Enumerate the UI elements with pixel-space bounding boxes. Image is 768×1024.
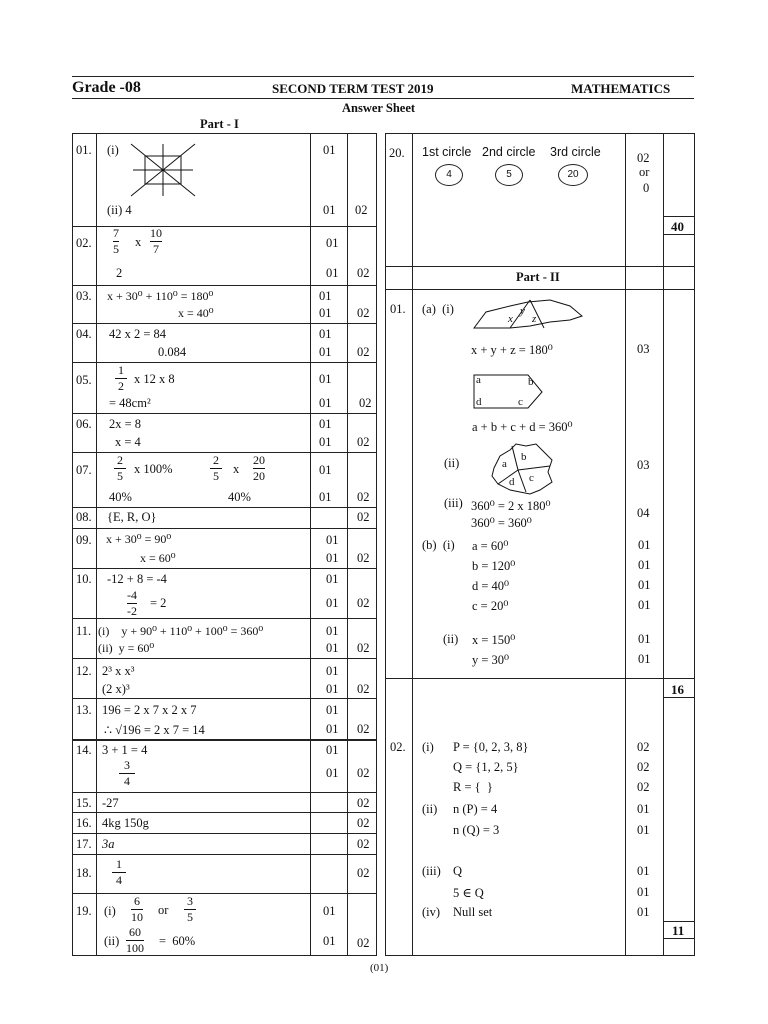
p2-q02-mark-2: 02 — [637, 760, 650, 774]
q18-fraction: 1 4 — [112, 858, 126, 887]
q01-number: 01. — [76, 143, 92, 157]
q09-line2: x = 60⁰ — [140, 551, 176, 565]
q09-number: 09. — [76, 533, 92, 547]
q03-total: 02 — [357, 306, 370, 320]
q09-mark-1: 01 — [326, 533, 339, 547]
q04-line1: 42 x 2 = 84 — [109, 327, 167, 341]
q05-mark-2: 01 — [319, 396, 332, 410]
q05-line2: = 48cm² — [109, 396, 151, 410]
angle-y: y — [520, 305, 525, 317]
q11-number: 11. — [76, 624, 92, 638]
eq-triangle-sum: x + y + z = 180⁰ — [471, 343, 553, 357]
q17-total: 02 — [357, 837, 370, 851]
part1-label: Part - I — [200, 117, 239, 131]
q12-total: 02 — [357, 682, 370, 696]
q09-total: 02 — [357, 551, 370, 565]
part2-label: Part - II — [516, 270, 560, 284]
q02-fraction-a: 7 5 — [113, 226, 119, 256]
q11-total: 02 — [357, 641, 370, 655]
q03-line2: x = 40⁰ — [178, 306, 214, 320]
p2-q02-part-ii: (ii) — [422, 802, 438, 816]
q06-line1: 2x = 8 — [109, 417, 142, 431]
q10-total: 02 — [357, 596, 370, 610]
b-mark-3: 01 — [638, 578, 651, 592]
q07-answer-2: 40% — [228, 490, 251, 504]
q02-number: 02. — [76, 236, 92, 250]
n-q: n (Q) = 3 — [453, 823, 500, 837]
q02-mark-1: 01 — [326, 236, 339, 250]
total-box-top — [663, 216, 694, 217]
q19-percent: = 60% — [159, 934, 196, 948]
p2-q02-part-i: (i) — [422, 740, 434, 754]
q19-fraction-2: 3 5 — [184, 895, 196, 924]
p2-q02-mark-4: 01 — [637, 802, 650, 816]
row-sep — [72, 833, 376, 834]
right-table-col-mark — [625, 133, 626, 956]
q03-mark-2: 01 — [319, 306, 332, 320]
part2-header-bottom — [385, 289, 694, 290]
q19-or: or — [158, 903, 169, 917]
q04-mark-1: 01 — [319, 327, 332, 341]
torn-angle-d: d — [509, 476, 515, 488]
q01-part-ii: (ii) 4 — [107, 203, 132, 217]
q07-total: 02 — [357, 490, 370, 504]
q04-line2: 0.084 — [158, 345, 187, 359]
q02-mark-2: 01 — [326, 266, 339, 280]
q05-fraction: 1 2 — [115, 364, 127, 393]
right-table-border-right — [694, 133, 695, 956]
q20-circle-2: 5 — [495, 164, 523, 186]
q06-mark-1: 01 — [319, 417, 332, 431]
right-table-border-left — [385, 133, 386, 956]
header-bottom-rule — [72, 98, 694, 99]
p2-q02-number: 02. — [390, 740, 406, 754]
p2-q01-bottom-rule — [385, 678, 694, 679]
torn-angle-b: b — [521, 451, 527, 463]
q03-line1: x + 30⁰ + 110⁰ = 180⁰ — [107, 289, 214, 303]
q19-mark-2: 01 — [323, 934, 336, 948]
left-table-top — [72, 133, 376, 134]
row-sep — [72, 618, 376, 619]
q20-mark-or: or — [639, 165, 650, 179]
q19-total: 02 — [357, 936, 370, 950]
torn-angle-a: a — [502, 458, 507, 470]
torn-angle-c: c — [529, 472, 534, 484]
q07-text-1: x 100% — [134, 462, 173, 476]
grade-label: Grade -08 — [72, 79, 141, 96]
quad-angle-d: d — [476, 396, 482, 408]
q01-part-i: (i) — [107, 143, 119, 157]
row-sep — [72, 739, 376, 741]
row-sep — [72, 568, 376, 569]
q15-number: 15. — [76, 796, 92, 810]
q11-line1: (i) y + 90⁰ + 110⁰ + 100⁰ = 360⁰ — [98, 624, 264, 638]
q05-total: 02 — [359, 396, 372, 410]
b-angle-x: x = 150⁰ — [472, 633, 516, 647]
angle-x: x — [508, 313, 513, 325]
p2-q01-mark-3: 04 — [637, 506, 650, 520]
eq-angle-proof-1: 360⁰ = 2 x 180⁰ — [471, 499, 551, 513]
q02-fraction-b: 10 7 — [150, 226, 162, 256]
quad-angle-a: a — [476, 374, 481, 386]
row-sep — [72, 413, 376, 414]
q13-line2: ∴ √196 = 2 x 7 = 14 — [104, 723, 205, 737]
b-mark-6: 01 — [638, 652, 651, 666]
right-table-top — [385, 133, 694, 134]
q14-mark-1: 01 — [326, 743, 339, 757]
p2-q02-mark-3: 02 — [637, 780, 650, 794]
q15-total: 02 — [357, 796, 370, 810]
q12-mark-2: 01 — [326, 682, 339, 696]
q16-answer: 4kg 150g — [102, 816, 149, 830]
q07-times: x — [233, 462, 240, 476]
torn-quadrilateral-diagram — [486, 440, 558, 498]
header-top-rule — [72, 76, 694, 77]
q20-third-circle-label: 3rd circle — [550, 145, 601, 159]
b-mark-2: 01 — [638, 558, 651, 572]
q04-number: 04. — [76, 327, 92, 341]
row-sep — [72, 893, 376, 894]
answer-q: Q — [453, 864, 463, 878]
q08-number: 08. — [76, 510, 92, 524]
b-angle-d: d = 40⁰ — [472, 579, 510, 593]
p2-q01-part-iii: (iii) — [444, 496, 463, 510]
q01-mark-ii: 01 — [323, 203, 336, 217]
q11-mark-1: 01 — [326, 624, 339, 638]
angle-z: z — [532, 313, 537, 325]
p2-q02-part-iv: (iv) — [422, 905, 441, 919]
q20-circle-1: 4 — [435, 164, 463, 186]
p2-q02-mark-1: 02 — [637, 740, 650, 754]
row-sep — [72, 812, 376, 813]
left-table-border-right — [376, 133, 377, 956]
q11-line2: (ii) y = 60⁰ — [98, 641, 155, 655]
b-mark-4: 01 — [638, 598, 651, 612]
p2-q01-b-i: (b) (i) — [422, 538, 455, 552]
q07-fraction-3: 20 20 — [253, 453, 265, 483]
q16-total: 02 — [357, 816, 370, 830]
p2-q02-total: 11 — [672, 923, 685, 938]
q07-answer-1: 40% — [109, 490, 132, 504]
q17-answer: 3a — [102, 837, 115, 851]
q13-mark-1: 01 — [326, 703, 339, 717]
element-of-q: 5 ∈ Q — [453, 886, 484, 900]
q14-number: 14. — [76, 743, 92, 757]
q05-line1: x 12 x 8 — [134, 372, 175, 386]
q13-mark-2: 01 — [326, 722, 339, 736]
q17-number: 17. — [76, 837, 92, 851]
q08-answer: {E, R, O} — [107, 510, 157, 524]
row-sep — [72, 507, 376, 508]
p2-q01-mark-2: 03 — [637, 458, 650, 472]
q14-fraction: 3 4 — [119, 759, 135, 788]
b-angle-c: c = 20⁰ — [472, 599, 509, 613]
b-angle-a: a = 60⁰ — [472, 539, 509, 553]
row-sep — [72, 792, 376, 793]
q07-mark-1: 01 — [319, 463, 332, 477]
quad-angle-b: b — [528, 376, 534, 388]
set-q: Q = {1, 2, 5} — [453, 760, 519, 774]
q12-mark-1: 01 — [326, 664, 339, 678]
q02-times: x — [135, 235, 142, 249]
p2-q02-total-box-top — [663, 921, 694, 922]
q20-first-circle-label: 1st circle — [422, 145, 472, 159]
q03-number: 03. — [76, 289, 92, 303]
q06-mark-2: 01 — [319, 435, 332, 449]
q06-total: 02 — [357, 435, 370, 449]
q02-answer: 2 — [116, 266, 123, 280]
q12-line1: 2³ x x³ — [102, 664, 135, 678]
q07-fraction-2: 2 5 — [210, 454, 222, 483]
q01-mark-i: 01 — [323, 143, 336, 157]
q07-number: 07. — [76, 463, 92, 477]
null-set: Null set — [453, 905, 493, 919]
q01-lines-of-symmetry-diagram — [127, 142, 199, 198]
eq-angle-proof-2: 360⁰ = 360⁰ — [471, 516, 532, 530]
q14-mark-2: 01 — [326, 766, 339, 780]
q06-number: 06. — [76, 417, 92, 431]
q20-number: 20. — [389, 146, 405, 160]
q09-line1: x + 30⁰ = 90⁰ — [106, 532, 172, 546]
q01-total: 02 — [355, 203, 368, 217]
row-sep — [72, 528, 376, 529]
left-table-bottom — [72, 955, 376, 956]
q14-line1: 3 + 1 = 4 — [102, 743, 148, 757]
b-mark-1: 01 — [638, 538, 651, 552]
row-sep — [72, 658, 376, 659]
row-sep — [72, 285, 376, 286]
q13-number: 13. — [76, 703, 92, 717]
q18-total: 02 — [357, 866, 370, 880]
p2-q02-mark-6: 01 — [637, 864, 650, 878]
right-table-col-total — [663, 133, 664, 956]
row-sep — [72, 323, 376, 324]
q11-mark-2: 01 — [326, 641, 339, 655]
triangle-diagram — [470, 296, 590, 332]
part1-total: 40 — [671, 219, 684, 234]
test-title: SECOND TERM TEST 2019 — [272, 81, 434, 96]
quad-angle-c: c — [518, 396, 523, 408]
q16-number: 16. — [76, 816, 92, 830]
q05-mark-1: 01 — [319, 372, 332, 386]
q05-number: 05. — [76, 373, 92, 387]
part2-header-top — [385, 266, 694, 267]
q18-number: 18. — [76, 866, 92, 880]
row-sep — [72, 854, 376, 855]
q19-fraction-1: 6 10 — [131, 894, 143, 924]
eq-quad-sum: a + b + c + d = 360⁰ — [472, 420, 573, 434]
p2-q01-b-ii: (ii) — [443, 632, 459, 646]
q03-mark-1: 01 — [319, 289, 332, 303]
q07-mark-2: 01 — [319, 490, 332, 504]
row-sep — [72, 698, 376, 699]
p2-q02-mark-7: 01 — [637, 885, 650, 899]
q04-total: 02 — [357, 345, 370, 359]
q20-mark: 02 — [637, 151, 650, 165]
q06-line2: x = 4 — [115, 435, 141, 449]
q04-mark-2: 01 — [319, 345, 332, 359]
p2-q02-mark-8: 01 — [637, 905, 650, 919]
answer-sheet-label: Answer Sheet — [342, 101, 416, 115]
p2-q01-total: 16 — [671, 682, 684, 697]
q10-line2: = 2 — [150, 596, 167, 610]
page-number: (01) — [370, 962, 389, 974]
p2-q01-number: 01. — [390, 302, 406, 316]
q10-mark-2: 01 — [326, 596, 339, 610]
q20-mark-zero: 0 — [643, 181, 650, 195]
q09-mark-2: 01 — [326, 551, 339, 565]
b-angle-b: b = 120⁰ — [472, 559, 516, 573]
p2-q02-mark-5: 01 — [637, 823, 650, 837]
n-p: n (P) = 4 — [453, 802, 498, 816]
right-table-col-num — [412, 133, 413, 956]
q12-number: 12. — [76, 664, 92, 678]
q13-total: 02 — [357, 722, 370, 736]
set-r: R = { } — [453, 780, 493, 794]
right-table-bottom — [385, 955, 694, 956]
q10-number: 10. — [76, 572, 92, 586]
q02-total: 02 — [357, 266, 370, 280]
q10-mark-1: 01 — [326, 572, 339, 586]
q19-part-ii: (ii) — [104, 934, 120, 948]
p2-q01-mark-1: 03 — [637, 342, 650, 356]
p2-q01-a-i: (a) (i) — [422, 302, 454, 316]
set-p: P = {0, 2, 3, 8} — [453, 740, 529, 754]
q08-total: 02 — [357, 510, 370, 524]
q19-mark-1: 01 — [323, 904, 336, 918]
b-angle-y: y = 30⁰ — [472, 653, 510, 667]
q10-fraction: -4 -2 — [127, 588, 137, 618]
q15-answer: -27 — [102, 796, 119, 810]
b-mark-5: 01 — [638, 632, 651, 646]
q14-total: 02 — [357, 766, 370, 780]
q20-circle-3: 20 — [558, 164, 588, 186]
q13-line1: 196 = 2 x 7 x 2 x 7 — [102, 703, 197, 717]
q20-second-circle-label: 2nd circle — [482, 145, 536, 159]
q19-part-i: (i) — [104, 904, 116, 918]
p2-q01-part-ii: (ii) — [444, 456, 460, 470]
q19-fraction-3: 60 100 — [126, 925, 144, 955]
p2-q02-part-iii: (iii) — [422, 864, 441, 878]
q19-number: 19. — [76, 904, 92, 918]
q12-line2: (2 x)³ — [102, 682, 130, 696]
q07-fraction-1: 2 5 — [114, 454, 126, 483]
q10-line1: -12 + 8 = -4 — [107, 572, 167, 586]
subject-label: MATHEMATICS — [571, 81, 671, 96]
